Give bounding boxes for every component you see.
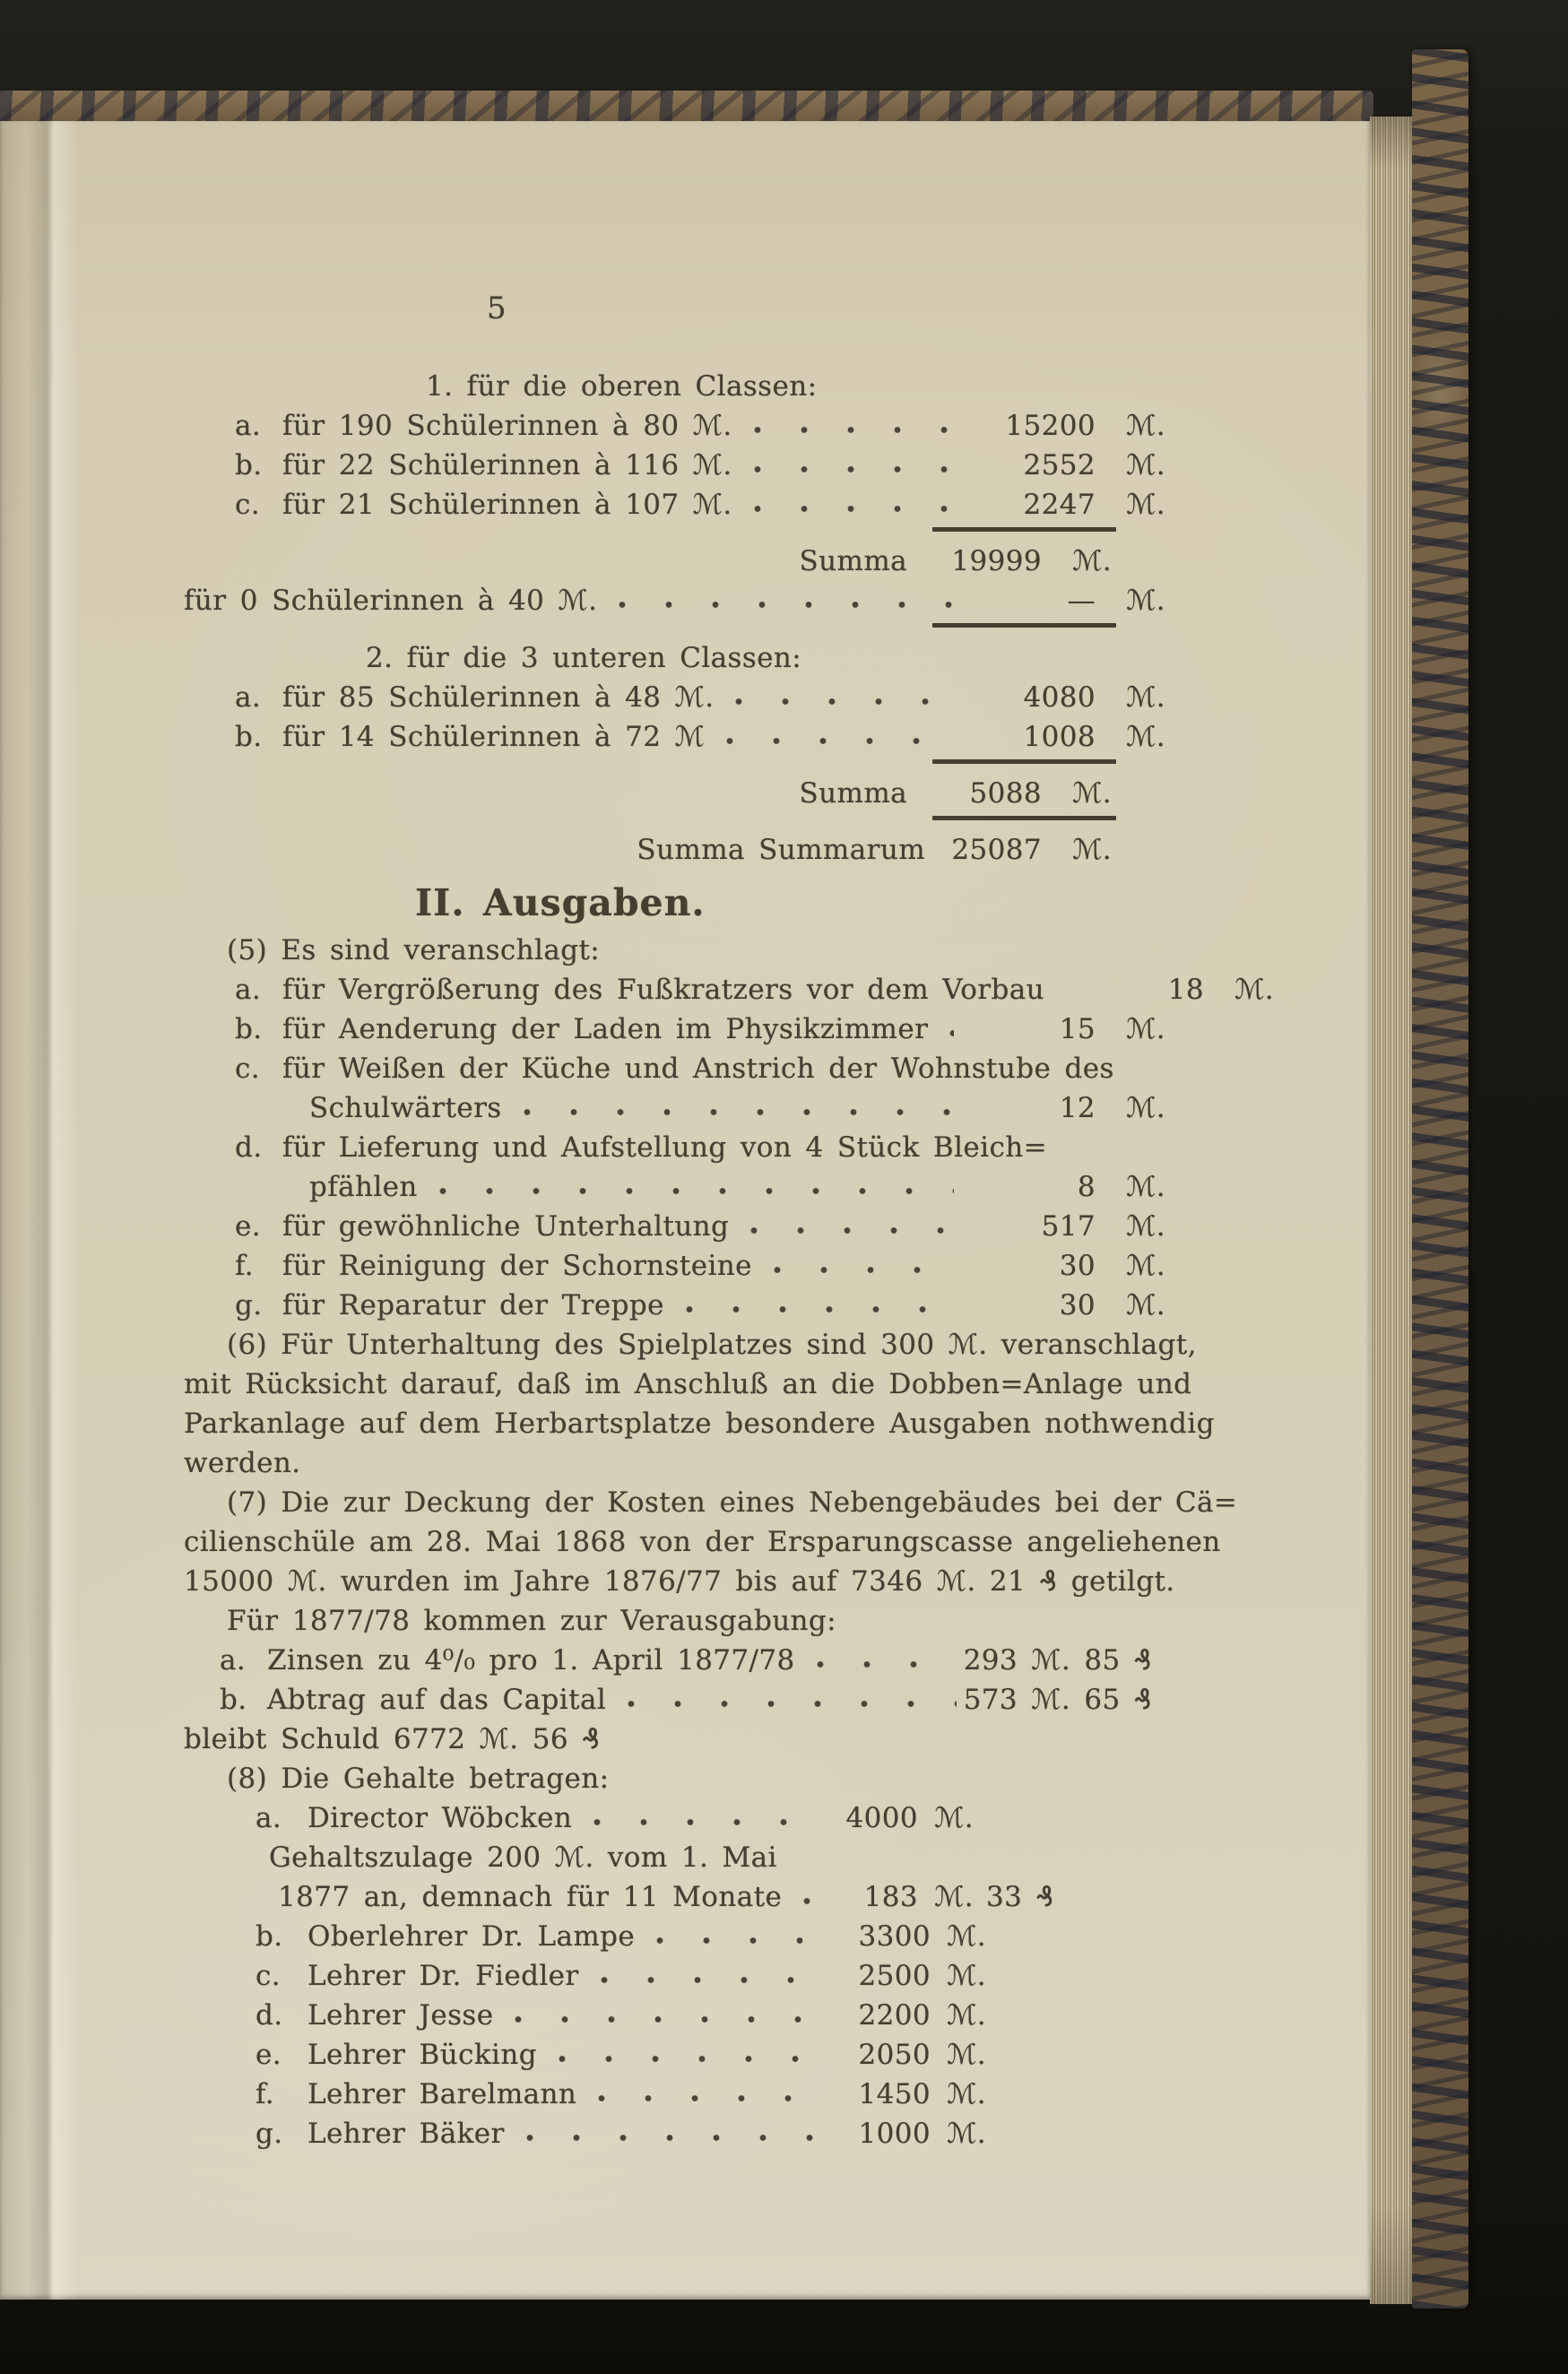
dot-leader bbox=[425, 1167, 954, 1207]
mark-sign: ℳ. bbox=[934, 1802, 974, 1834]
mark-sign: ℳ. bbox=[947, 2039, 986, 2071]
book-page bbox=[0, 121, 1370, 2300]
dot-leader bbox=[509, 1088, 954, 1128]
salary-line: e. Lehrer Bücking 2050 ℳ. bbox=[184, 2035, 1165, 2075]
expense-line: d. für Lieferung und Aufstellung von 4 Stück Bleich= bbox=[235, 1131, 1047, 1164]
mark-sign: ℳ. bbox=[934, 1881, 974, 1913]
mark-sign: ℳ. bbox=[1126, 585, 1165, 617]
paragraph-6: (6) Für Unterhaltung des Spielplatzes sind 300 ℳ. veranschlagt, mit Rücksicht darauf, daß im Anschluß an die Dobben=Anlage und Parkanlage auf dem Herbartsplatze besondere Ausgaben nothwendig werden. bbox=[184, 1329, 1215, 1479]
page-number: 5 bbox=[487, 290, 507, 326]
salary-line: a. Director Wöbcken 4000 ℳ. bbox=[184, 1798, 1165, 1838]
mark-sign: ℳ. bbox=[1126, 681, 1165, 714]
ausgaben-intro: (5) Es sind veranschlagt: bbox=[227, 934, 601, 966]
mark-sign: ℳ. bbox=[1126, 1171, 1165, 1203]
mark-sign: ℳ. bbox=[1126, 449, 1165, 481]
dot-leader bbox=[604, 581, 954, 620]
expense-line: e. für gewöhnliche Unterhaltung 517 ℳ. bbox=[184, 1207, 1165, 1246]
upper-classes-heading: 1. für die oberen Classen: bbox=[426, 370, 818, 403]
mark-sign: ℳ. bbox=[947, 2118, 986, 2150]
mark-sign: ℳ. bbox=[1126, 1210, 1165, 1243]
dot-leader bbox=[579, 1798, 812, 1838]
summa-line: Summa 5088 ℳ. bbox=[184, 774, 1112, 813]
verausgabung-heading: Für 1877/78 kommen zur Verausgabung: bbox=[227, 1605, 837, 1637]
mark-sign: ℳ. bbox=[1126, 489, 1165, 521]
dot-leader bbox=[544, 2035, 825, 2075]
dot-leader bbox=[712, 717, 954, 757]
ledger-line: für 0 Schülerinnen à 40 ℳ. — ℳ. bbox=[184, 581, 1165, 620]
dot-leader bbox=[642, 1917, 825, 1956]
dot-leader bbox=[500, 1996, 825, 2035]
ledger-line: a. für 85 Schülerinnen à 48 ℳ. 4080 ℳ. bbox=[184, 678, 1165, 717]
salary-line: b. Oberlehrer Dr. Lampe 3300 ℳ. bbox=[184, 1917, 1165, 1956]
mark-sign: ℳ. bbox=[947, 1960, 986, 1992]
page-fold-shadow bbox=[0, 121, 81, 2300]
salary-line: f. Lehrer Barelmann 1450 ℳ. bbox=[184, 2075, 1165, 2114]
lower-classes-heading: 2. für die 3 unteren Classen: bbox=[366, 642, 802, 674]
summa-line: Summa 19999 ℳ. bbox=[184, 542, 1112, 581]
expense-line: g. für Reparatur der Treppe 30 ℳ. bbox=[184, 1286, 1165, 1325]
mark-sign: ℳ. bbox=[1072, 777, 1112, 810]
expense-line: c. für Weißen der Küche und Anstrich der Wohnstube des bbox=[235, 1053, 1114, 1085]
dot-leader bbox=[584, 2075, 825, 2114]
mark-sign: ℳ. bbox=[947, 1920, 986, 1953]
salary-line: d. Lehrer Jesse 2200 ℳ. bbox=[184, 1996, 1165, 2035]
ledger-line: c. für 21 Schülerinnen à 107 ℳ. 2247 ℳ. bbox=[184, 485, 1165, 524]
salary-line: c. Lehrer Dr. Fiedler 2500 ℳ. bbox=[184, 1956, 1165, 1996]
book-cover-top-edge bbox=[0, 91, 1373, 121]
ausgaben-heading: II. Ausgaben. bbox=[415, 881, 706, 924]
sum-rule bbox=[932, 759, 1116, 764]
mark-sign: ℳ. bbox=[947, 2078, 986, 2110]
sum-rule bbox=[932, 623, 1116, 628]
mark-sign: ℳ. bbox=[947, 1999, 986, 2032]
dot-leader bbox=[512, 2114, 825, 2153]
page-stack-edge bbox=[1370, 117, 1412, 2304]
dot-leader bbox=[721, 678, 954, 717]
salary-line-continuation: Gehaltszulage 200 ℳ. vom 1. Mai bbox=[269, 1841, 777, 1874]
dot-leader bbox=[935, 1009, 954, 1049]
mark-sign: ℳ. bbox=[1126, 1013, 1165, 1045]
mark-sign: ℳ. bbox=[1126, 410, 1165, 442]
ledger-line: b. für 14 Schülerinnen à 72 ℳ 1008 ℳ. bbox=[184, 717, 1165, 757]
mark-sign: ℳ. bbox=[1126, 721, 1165, 753]
salary-line-continuation: 1877 an, demnach für 11 Monate 183 ℳ. 33 ₰ bbox=[184, 1877, 1165, 1917]
gehalte-heading: (8) Die Gehalte betragen: bbox=[227, 1763, 610, 1795]
mark-sign: ℳ. bbox=[1234, 974, 1274, 1006]
dot-leader bbox=[671, 1286, 954, 1325]
verausgabung-line: a. Zinsen zu 4⁰/₀ pro 1. April 1877/78 293 ℳ. 85 ₰ bbox=[184, 1641, 1165, 1680]
page-content bbox=[184, 289, 1274, 2153]
summa-summarum-line: Summa Summarum 25087 ℳ. bbox=[184, 830, 1112, 870]
mark-sign: ℳ. bbox=[1126, 1092, 1165, 1124]
dot-leader bbox=[802, 1641, 957, 1680]
dot-leader bbox=[759, 1246, 954, 1286]
mark-sign: ℳ. bbox=[1072, 834, 1112, 866]
dot-leader bbox=[740, 485, 954, 524]
paragraph-7: (7) Die zur Deckung der Kosten eines Nebengebäudes bei der Cä= cilienschüle am 28. Mai 1868 von der Ersparungscasse angeliehenen 15000 ℳ. wurden im Jahre 1876/77 bis auf 7346 ℳ. 21 ₰ getilgt. bbox=[184, 1486, 1238, 1598]
dot-leader bbox=[586, 1956, 825, 1996]
remaining-debt-line: bleibt Schuld 6772 ℳ. 56 ₰ bbox=[184, 1723, 601, 1755]
ledger-line: a. für 190 Schülerinnen à 80 ℳ. 15200 ℳ. bbox=[184, 406, 1165, 446]
mark-sign: ℳ. bbox=[1072, 545, 1112, 577]
dot-leader bbox=[613, 1680, 957, 1720]
expense-line: b. für Aenderung der Laden im Physikzimmer 15 ℳ. bbox=[184, 1009, 1165, 1049]
mark-sign: ℳ. bbox=[1126, 1250, 1165, 1282]
book-cover-marbled-edge bbox=[1412, 49, 1468, 2309]
pfennig-amount: 33 ₰ bbox=[986, 1881, 1054, 1913]
dot-leader bbox=[789, 1877, 812, 1917]
mark-sign: ℳ. bbox=[1126, 1289, 1165, 1321]
dot-leader bbox=[736, 1207, 954, 1246]
verausgabung-line: b. Abtrag auf das Capital 573 ℳ. 65 ₰ bbox=[184, 1680, 1165, 1720]
ledger-line: b. für 22 Schülerinnen à 116 ℳ. 2552 ℳ. bbox=[184, 446, 1165, 485]
dot-leader bbox=[1052, 970, 1062, 1009]
expense-line-continuation: pfählen 8 ℳ. bbox=[184, 1167, 1165, 1207]
sum-rule bbox=[932, 816, 1116, 820]
dot-leader bbox=[740, 446, 954, 485]
salary-line: g. Lehrer Bäker 1000 ℳ. bbox=[184, 2114, 1165, 2153]
dot-leader bbox=[740, 406, 954, 446]
expense-line: a. für Vergrößerung des Fußkratzers vor dem Vorbau 18 ℳ. bbox=[184, 970, 1165, 1009]
expense-line-continuation: Schulwärters 12 ℳ. bbox=[184, 1088, 1165, 1128]
sum-rule bbox=[932, 527, 1116, 532]
expense-line: f. für Reinigung der Schornsteine 30 ℳ. bbox=[184, 1246, 1165, 1286]
